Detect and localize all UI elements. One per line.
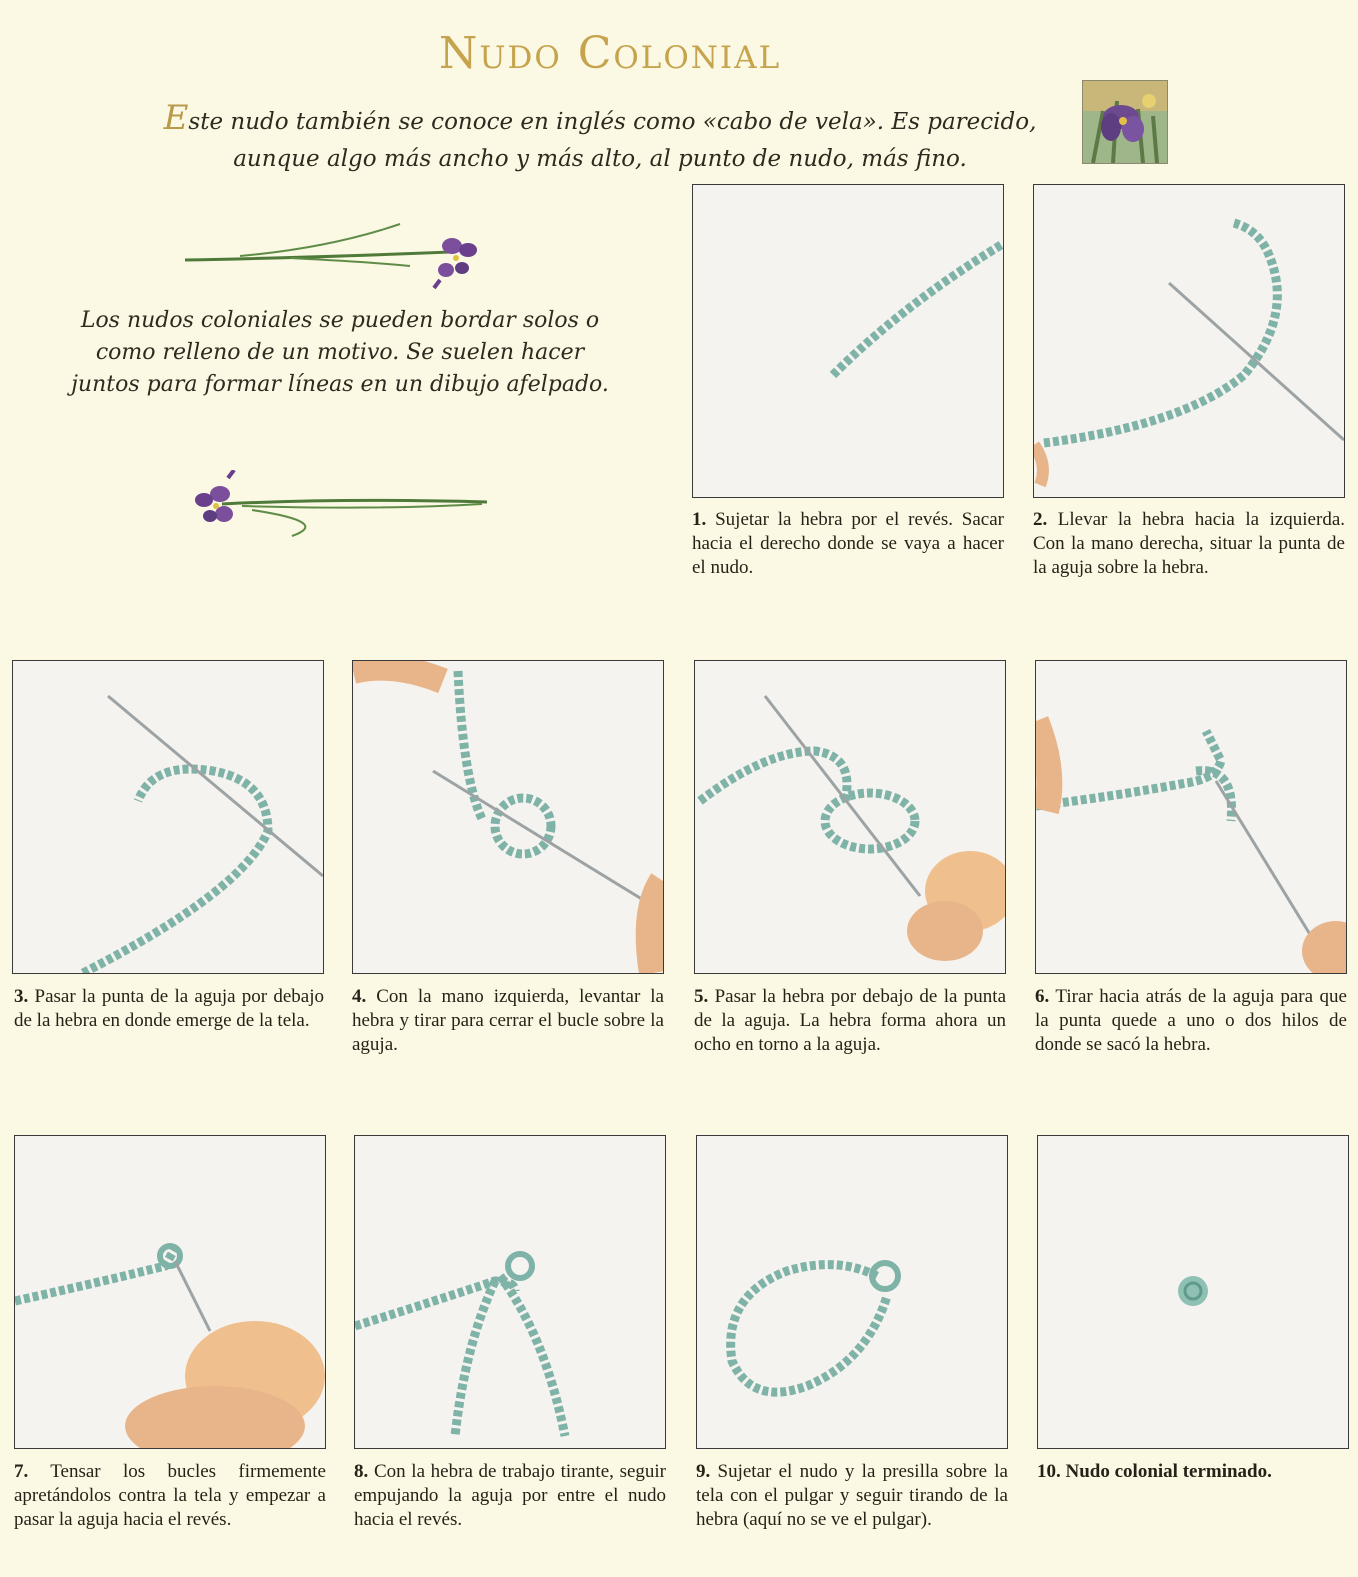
- step-5-photo: [694, 660, 1006, 974]
- step-4-photo: [352, 660, 664, 974]
- iris-photo: [1082, 80, 1168, 164]
- step-8-text: Con la hebra de trabajo tirante, seguir empujando la aguja por entre el nudo hacia el revés.: [354, 1461, 666, 1530]
- intro-initial: E: [163, 98, 189, 138]
- step-4-text: Con la mano izquierda, levantar la hebra y tirar para cerrar el bucle sobre la aguja.: [352, 986, 664, 1055]
- step-5-caption: [694, 985, 1006, 1057]
- iris-sprig-top-icon: [180, 218, 490, 290]
- step-9-text: Sujetar el nudo y la presilla sobre la tela con el pulgar y seguir tirando de la hebra (aquí no se ve el pulgar).: [696, 1461, 1008, 1530]
- step-9-photo: [696, 1135, 1008, 1449]
- step-2-caption: [1033, 508, 1345, 580]
- step-3-text: Pasar la punta de la aguja por debajo de la hebra en donde emerge de la tela.: [14, 986, 325, 1031]
- step-2-photo: [1033, 184, 1345, 498]
- step-1-photo: [692, 184, 1004, 498]
- step-9-caption: [696, 1460, 1008, 1532]
- step-4-number: 4.: [352, 986, 367, 1007]
- step-9-number: 9.: [696, 1461, 711, 1482]
- step-6-photo: [1035, 660, 1347, 974]
- intro-text: ste nudo también se conoce en inglés como «cabo de vela». Es parecido, aunque algo más ancho y más alto, al punto de nudo, más fino.: [188, 109, 1037, 172]
- step-10-photo: [1037, 1135, 1349, 1449]
- step-4-caption: [352, 985, 664, 1057]
- intro-paragraph: [160, 100, 1040, 178]
- step-1-text: Sujetar la hebra por el revés. Sacar hacia el derecho donde se vaya a hacer el nudo.: [692, 509, 1005, 578]
- step-7-photo: [14, 1135, 326, 1449]
- step-6-caption: [1035, 985, 1347, 1057]
- step-1-number: 1.: [692, 509, 707, 530]
- side-note: Los nudos coloniales se pueden bordar solos o como relleno de un motivo. Se suelen hacer juntos para formar líneas en un dibujo afelpado.: [71, 308, 609, 397]
- step-3-number: 3.: [14, 986, 29, 1007]
- step-7-text: Tensar los bucles firmemente apretándolos contra la tela y empezar a pasar la aguja hacia el revés.: [14, 1461, 326, 1530]
- step-6-text: Tirar hacia atrás de la aguja para que la punta quede a uno o dos hilos de donde se sacó la hebra.: [1035, 986, 1347, 1055]
- step-7-number: 7.: [14, 1461, 29, 1482]
- page-title: Nudo Colonial: [438, 28, 782, 79]
- step-8-caption: [354, 1460, 666, 1532]
- step-10-text: 10. Nudo colonial terminado.: [1037, 1461, 1272, 1482]
- step-2-number: 2.: [1033, 509, 1048, 530]
- step-2-text: Llevar la hebra hacia la izquierda. Con la mano derecha, situar la punta de la aguja sobre la hebra.: [1033, 509, 1345, 578]
- step-5-number: 5.: [694, 986, 709, 1007]
- step-8-number: 8.: [354, 1461, 369, 1482]
- step-3-caption: [14, 985, 324, 1033]
- step-10-caption: [1037, 1460, 1352, 1484]
- step-8-photo: [354, 1135, 666, 1449]
- step-7-caption: [14, 1460, 326, 1532]
- iris-sprig-bottom-icon: [182, 470, 492, 542]
- step-6-number: 6.: [1035, 986, 1050, 1007]
- step-5-text: Pasar la hebra por debajo de la punta de la aguja. La hebra forma ahora un ocho en torno a la aguja.: [694, 986, 1006, 1055]
- step-1-caption: [692, 508, 1004, 580]
- step-3-photo: [12, 660, 324, 974]
